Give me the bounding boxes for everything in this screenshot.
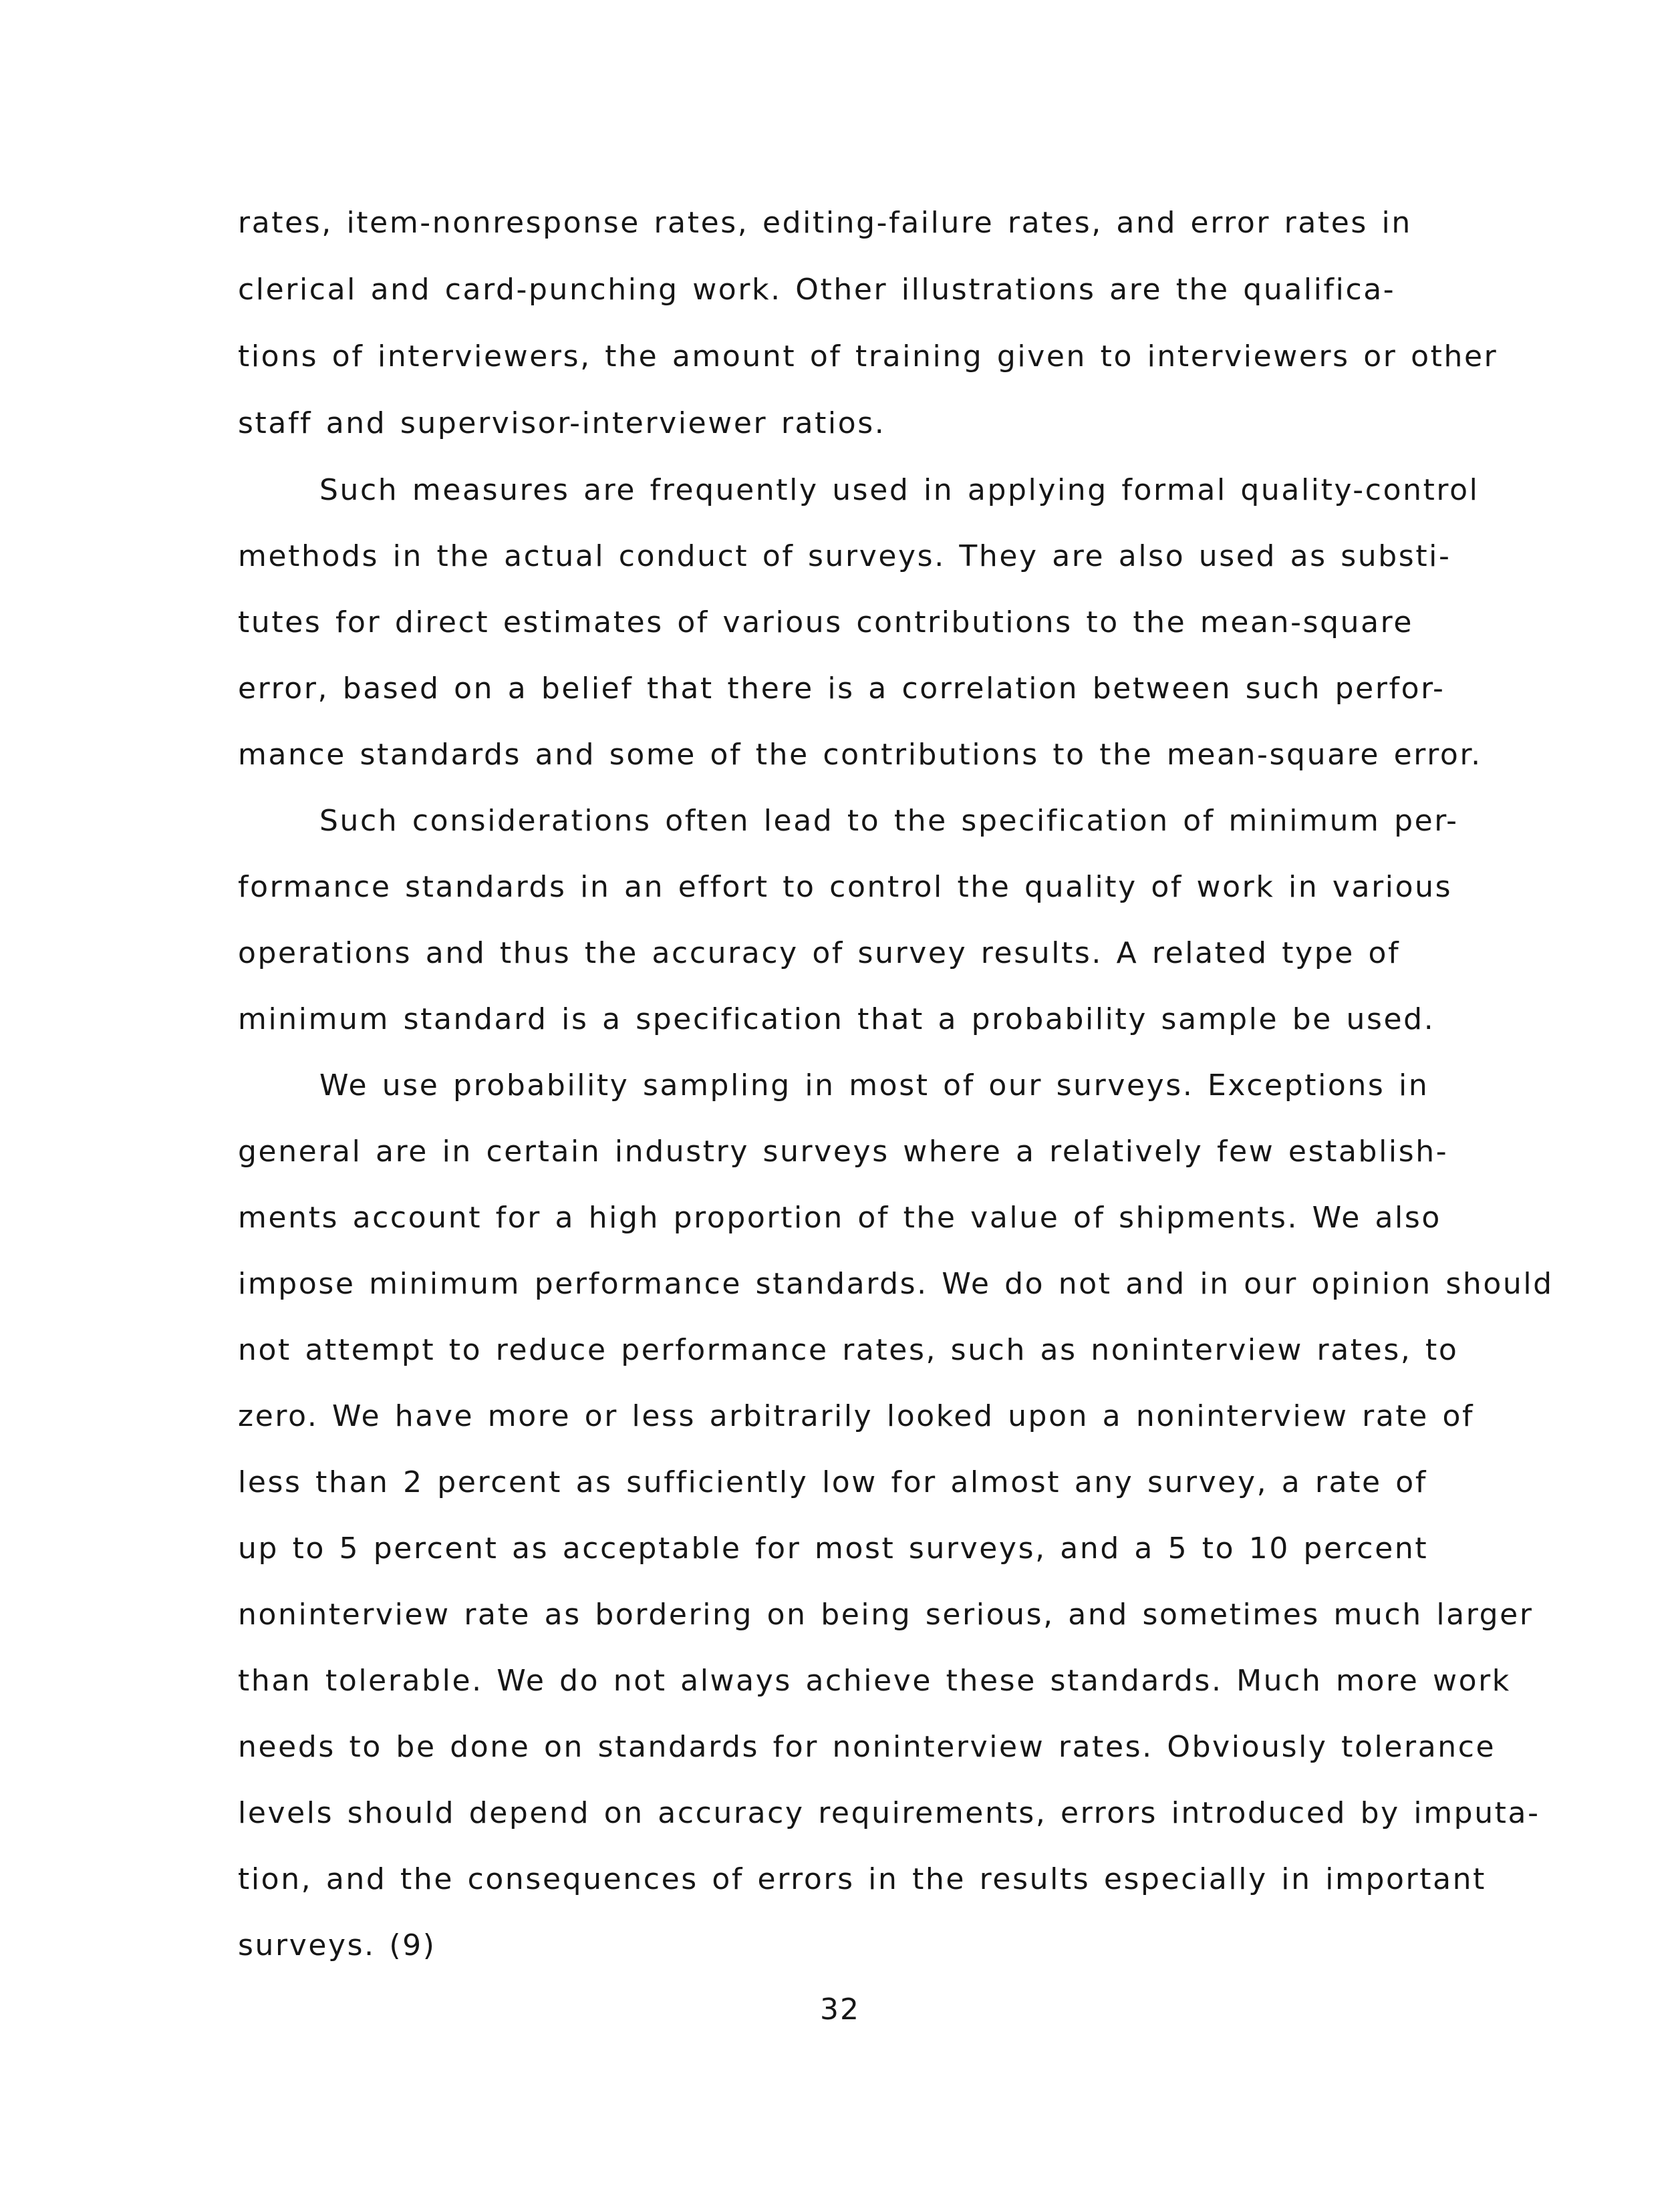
text-line: ments account for a high proportion of the value of shipments. We also <box>238 1201 1441 1235</box>
text-line: tutes for direct estimates of various contributions to the mean-square <box>238 605 1414 639</box>
text-line: mance standards and some of the contributions to the mean-square error. <box>238 738 1482 772</box>
text-line: needs to be done on standards for noninterview rates. Obviously tolerance <box>238 1730 1496 1764</box>
paragraph-first-line: Such considerations often lead to the specification of minimum per- <box>319 804 1459 838</box>
text-line: error, based on a belief that there is a correlation between such perfor- <box>238 672 1445 706</box>
text-line: clerical and card-punching work. Other illustrations are the qualifica- <box>238 273 1396 307</box>
text-line: not attempt to reduce performance rates, such as noninterview rates, to <box>238 1333 1459 1367</box>
paragraph-first-line: We use probability sampling in most of our surveys. Exceptions in <box>319 1068 1429 1102</box>
text-line: tions of interviewers, the amount of training given to interviewers or other <box>238 339 1498 374</box>
text-line: tion, and the consequences of errors in the results especially in important <box>238 1862 1486 1896</box>
text-line: minimum standard is a specification that a probability sample be used. <box>238 1002 1435 1036</box>
text-line: less than 2 percent as sufficiently low for almost any survey, a rate of <box>238 1465 1427 1499</box>
text-line: staff and supervisor-interviewer ratios. <box>238 406 886 440</box>
text-line: rates, item-nonresponse rates, editing-failure rates, and error rates in <box>238 206 1412 240</box>
text-line: levels should depend on accuracy requirements, errors introduced by imputa- <box>238 1796 1540 1830</box>
paragraph-first-line: Such measures are frequently used in applying formal quality-control <box>319 473 1480 507</box>
text-line: noninterview rate as bordering on being serious, and sometimes much larger <box>238 1598 1534 1632</box>
text-line: methods in the actual conduct of surveys. They are also used as substi- <box>238 539 1451 573</box>
text-line: zero. We have more or less arbitrarily looked upon a noninterview rate of <box>238 1399 1475 1433</box>
text-line: surveys. (9) <box>238 1928 436 1962</box>
text-line: up to 5 percent as acceptable for most surveys, and a 5 to 10 percent <box>238 1531 1429 1566</box>
page-number: 32 <box>820 1993 860 2027</box>
text-line: formance standards in an effort to control the quality of work in various <box>238 870 1453 904</box>
text-line: impose minimum performance standards. We do not and in our opinion should <box>238 1267 1554 1301</box>
text-line: general are in certain industry surveys where a relatively few establish- <box>238 1135 1449 1169</box>
text-line: operations and thus the accuracy of survey results. A related type of <box>238 936 1401 970</box>
text-line: than tolerable. We do not always achieve these standards. Much more work <box>238 1664 1511 1698</box>
